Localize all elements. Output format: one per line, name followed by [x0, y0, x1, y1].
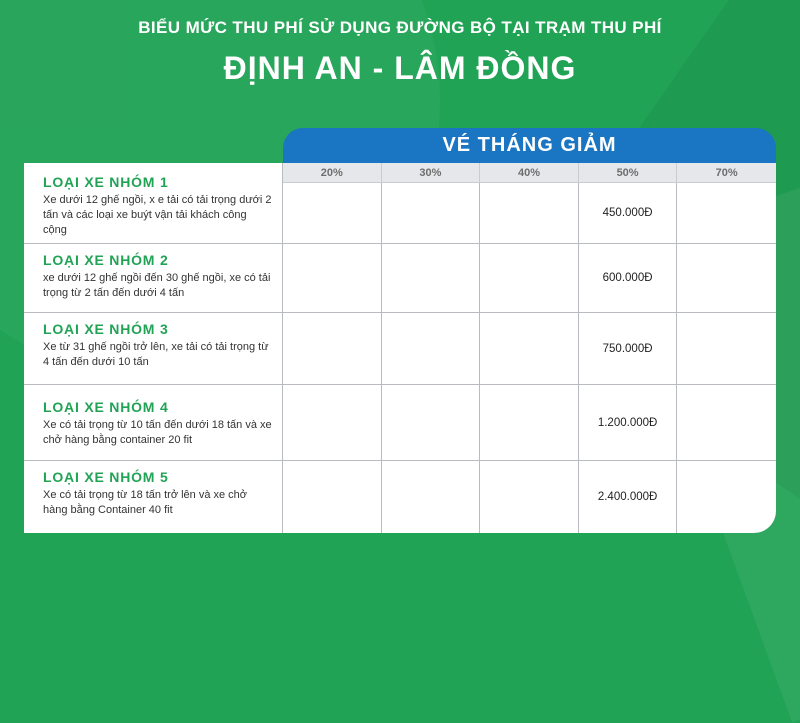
group-label: LOẠI XE NHÓM 5 — [43, 469, 169, 485]
table-row — [24, 243, 776, 312]
price-cell: 750.000Đ — [579, 313, 678, 384]
row-description — [24, 461, 283, 533]
group-description: xe dưới 12 ghế ngồi đến 30 ghế ngồi, xe có tải trọng từ 2 tấn đến dưới 4 tấn — [43, 272, 271, 299]
group-label: LOẠI XE NHÓM 1 — [43, 174, 169, 190]
price-cell: 600.000Đ — [579, 244, 678, 312]
row-description — [24, 385, 283, 460]
group-label: LOẠI XE NHÓM 3 — [43, 321, 169, 337]
price-cell — [382, 244, 481, 312]
price-cell — [283, 461, 382, 533]
title-line-2: ĐỊNH AN - LÂM ĐỒNG — [223, 50, 577, 86]
price-cell — [480, 461, 579, 533]
table-row — [24, 384, 776, 460]
price-cell — [283, 385, 382, 460]
discount-column-header: 40% — [480, 163, 579, 183]
table-row — [24, 312, 776, 384]
price-cell — [677, 385, 776, 460]
price-cell — [283, 313, 382, 384]
group-description: Xe dưới 12 ghế ngồi, x e tải có tải trọng dưới 2 tấn và các loại xe buýt vận tải khách công cộng — [43, 194, 272, 236]
row-description — [24, 313, 283, 384]
price-cell — [382, 183, 481, 243]
discount-column-header: 50% — [579, 163, 678, 183]
table-row — [24, 460, 776, 533]
row-description — [24, 244, 283, 312]
price-cell — [677, 461, 776, 533]
price-cell — [677, 183, 776, 243]
group-description: Xe có tải trọng từ 18 tấn trở lên và xe chở hàng bằng Container 40 fit — [43, 489, 248, 516]
row-description — [24, 163, 283, 243]
price-cell — [480, 313, 579, 384]
price-cell: 2.400.000Đ — [579, 461, 678, 533]
group-description: Xe từ 31 ghế ngồi trở lên, xe tải có tải trọng từ 4 tấn đến dưới 10 tấn — [43, 341, 269, 368]
header-banner: VÉ THÁNG GIẢM — [283, 128, 776, 163]
group-label: LOẠI XE NHÓM 4 — [43, 399, 169, 415]
group-description: Xe có tải trọng từ 10 tấn đến dưới 18 tấn và xe chở hàng bằng container 20 fit — [43, 419, 272, 446]
price-cell — [677, 244, 776, 312]
price-cell: 450.000Đ — [579, 183, 678, 243]
price-cell — [480, 385, 579, 460]
price-cell — [283, 244, 382, 312]
group-label: LOẠI XE NHÓM 2 — [43, 252, 169, 268]
discount-column-header: 70% — [677, 163, 776, 183]
price-cell — [677, 313, 776, 384]
price-cell — [480, 183, 579, 243]
discount-column-header: 30% — [382, 163, 481, 183]
fee-table — [24, 163, 776, 533]
price-cell — [382, 385, 481, 460]
price-cell — [382, 461, 481, 533]
discount-column-header: 20% — [283, 163, 382, 183]
table-row — [24, 163, 776, 243]
price-cell — [382, 313, 481, 384]
price-cell: 1.200.000Đ — [579, 385, 678, 460]
price-cell — [480, 244, 579, 312]
title-line-1: BIỂU MỨC THU PHÍ SỬ DỤNG ĐƯỜNG BỘ TẠI TRẠM THU PHÍ — [138, 18, 662, 37]
price-cell — [283, 183, 382, 243]
